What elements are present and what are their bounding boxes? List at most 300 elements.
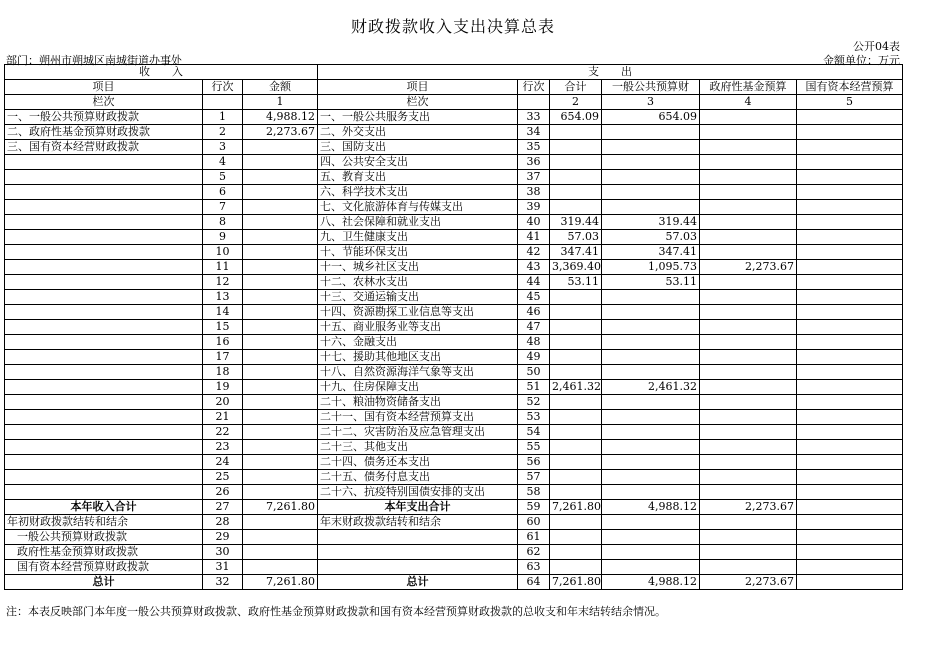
income-item-cell [5,485,203,500]
total-cell: 7,261.80 [550,500,602,515]
income-amount-cell: 7,261.80 [243,500,318,515]
report-title: 财政拨款收入支出决算总表 [350,17,555,36]
expense-item-cell: 二十、粮油物资储备支出 [318,395,518,410]
general-budget-cell [602,470,700,485]
income-amount-cell: 7,261.80 [243,575,318,590]
table-row [5,530,903,545]
general-budget-cell: 2,461.32 [602,380,700,395]
gov-fund-cell [700,275,797,290]
expense-item-cell: 年末财政拨款结转和结余 [318,515,518,530]
expense-item-cell [318,560,518,575]
total-cell: 3,369.40 [550,260,602,275]
gov-fund-cell: 2,273.67 [700,500,797,515]
general-budget-cell [602,425,700,440]
state-capital-cell [797,380,903,395]
expense-row-no-cell: 41 [518,230,550,245]
state-capital-cell [797,425,903,440]
unit-label: 金额单位：万元 [823,54,900,67]
gov-fund-cell [700,215,797,230]
expense-item-cell: 二十三、其他支出 [318,440,518,455]
income-amount-cell [243,440,318,455]
income-row-no-cell: 8 [203,215,243,230]
income-row-no-cell: 16 [203,335,243,350]
gov-fund-cell [700,125,797,140]
general-budget-cell [602,140,700,155]
expense-row-no-cell: 46 [518,305,550,320]
income-item-cell: 年初财政拨款结转和结余 [5,515,203,530]
expense-item-cell: 十九、住房保障支出 [318,380,518,395]
gov-fund-cell [700,185,797,200]
income-amount-cell [243,350,318,365]
header-row-sections [5,65,903,80]
income-item-cell [5,350,203,365]
general-budget-cell [602,440,700,455]
col-index-3: 3 [602,95,700,110]
table-row [5,455,903,470]
income-item-cell [5,275,203,290]
expense-item-cell: 总计 [318,575,518,590]
table-row [5,290,903,305]
table-row [5,380,903,395]
expense-item-cell: 一、一般公共服务支出 [318,110,518,125]
income-amount-cell [243,395,318,410]
gov-fund-cell [700,320,797,335]
state-capital-cell [797,245,903,260]
income-amount-cell [243,410,318,425]
table-row [5,515,903,530]
table-row [5,215,903,230]
expense-row-no-cell: 61 [518,530,550,545]
table-row [5,440,903,455]
income-item-cell [5,155,203,170]
total-cell [550,365,602,380]
income-row-no-cell: 13 [203,290,243,305]
expense-row-no-cell: 33 [518,110,550,125]
total-cell [550,485,602,500]
total-cell [550,290,602,305]
gov-fund-cell [700,455,797,470]
state-capital-cell [797,515,903,530]
table-row [5,155,903,170]
expense-row-no-cell: 49 [518,350,550,365]
gov-fund-cell [700,485,797,500]
gov-fund-cell: 2,273.67 [700,575,797,590]
income-row-no-cell: 27 [203,500,243,515]
table-row [5,305,903,320]
state-capital-cell [797,230,903,245]
expense-row-no-cell: 52 [518,395,550,410]
col-index-4: 4 [700,95,797,110]
gov-fund-cell [700,365,797,380]
total-cell [550,335,602,350]
total-cell: 7,261.80 [550,575,602,590]
expense-row-no-cell: 56 [518,455,550,470]
income-item-cell [5,200,203,215]
expense-row-no-cell: 44 [518,275,550,290]
expense-row-no-cell: 45 [518,290,550,305]
table-row [5,575,903,590]
total-cell: 347.41 [550,245,602,260]
income-item-cell [5,215,203,230]
expense-row-no-cell: 59 [518,500,550,515]
general-budget-cell: 654.09 [602,110,700,125]
expense-item-cell: 十三、交通运输支出 [318,290,518,305]
general-budget-cell [602,125,700,140]
income-row-no-cell: 1 [203,110,243,125]
income-column-label: 栏次 [5,95,203,110]
general-budget-cell [602,560,700,575]
income-row-no-cell: 17 [203,350,243,365]
general-budget-cell [602,545,700,560]
state-capital-cell [797,455,903,470]
income-item-cell [5,245,203,260]
state-capital-cell [797,170,903,185]
total-cell [550,470,602,485]
total-cell [550,530,602,545]
expense-item-cell: 十五、商业服务业等支出 [318,320,518,335]
state-capital-cell [797,335,903,350]
total-cell: 57.03 [550,230,602,245]
total-cell [550,395,602,410]
total-cell [550,125,602,140]
expense-row-no-cell: 38 [518,185,550,200]
income-item-cell [5,335,203,350]
income-row-no-cell: 2 [203,125,243,140]
total-cell: 654.09 [550,110,602,125]
gov-fund-cell [700,545,797,560]
income-row-no-cell: 5 [203,170,243,185]
col-index-1: 1 [243,95,318,110]
table-row [5,320,903,335]
general-budget-cell: 1,095.73 [602,260,700,275]
income-item-cell [5,395,203,410]
income-item-cell [5,425,203,440]
state-capital-cell [797,470,903,485]
general-budget-cell: 53.11 [602,275,700,290]
state-capital-cell [797,155,903,170]
gov-fund-cell [700,515,797,530]
state-capital-cell [797,485,903,500]
income-row-no-cell: 10 [203,245,243,260]
income-row-no-cell: 29 [203,530,243,545]
income-amount-cell [243,380,318,395]
income-row-no-cell: 25 [203,470,243,485]
income-item-cell [5,185,203,200]
income-row-no-cell: 24 [203,455,243,470]
expense-row-no-cell: 50 [518,365,550,380]
total-cell: 53.11 [550,275,602,290]
expense-item-cell: 五、教育支出 [318,170,518,185]
expense-item-cell: 二十四、债务还本支出 [318,455,518,470]
expense-item-cell: 十二、农林水支出 [318,275,518,290]
general-budget-cell [602,350,700,365]
general-budget-cell: 57.03 [602,230,700,245]
expense-row-no-cell: 34 [518,125,550,140]
table-row [5,410,903,425]
expense-section-header: 支 出 [318,65,903,80]
col-total: 合计 [550,80,602,95]
income-row-no-cell: 9 [203,230,243,245]
expense-item-cell: 八、社会保障和就业支出 [318,215,518,230]
income-row-no-cell: 23 [203,440,243,455]
income-item-cell [5,455,203,470]
gov-fund-cell [700,410,797,425]
table-row [5,185,903,200]
income-amount-cell [243,365,318,380]
department-label: 部门：朔州市朔城区南城街道办事处 [6,54,182,67]
state-capital-cell [797,365,903,380]
total-cell [550,305,602,320]
income-amount-cell [243,170,318,185]
income-row-no-cell: 4 [203,155,243,170]
expense-row-no-cell: 39 [518,200,550,215]
expense-item-cell: 十七、援助其他地区支出 [318,350,518,365]
table-row [5,500,903,515]
table-row [5,425,903,440]
table-row [5,260,903,275]
table-row [5,125,903,140]
col-income-amount: 金额 [243,80,318,95]
income-amount-cell [243,470,318,485]
expense-item-cell: 十八、自然资源海洋气象等支出 [318,365,518,380]
table-row [5,470,903,485]
total-cell [550,410,602,425]
expense-row-no-cell: 40 [518,215,550,230]
col-gov-fund: 政府性基金预算 [700,80,797,95]
income-amount-cell [243,335,318,350]
income-amount-cell [243,290,318,305]
header-row-columns [5,80,903,95]
state-capital-cell [797,275,903,290]
state-capital-cell [797,545,903,560]
total-cell [550,320,602,335]
state-capital-cell [797,110,903,125]
general-budget-cell [602,530,700,545]
total-cell: 319.44 [550,215,602,230]
expense-row-no-cell: 60 [518,515,550,530]
general-budget-cell [602,320,700,335]
general-budget-cell: 4,988.12 [602,500,700,515]
total-cell [550,155,602,170]
expense-row-no-cell: 48 [518,335,550,350]
state-capital-cell [797,215,903,230]
income-amount-cell: 2,273.67 [243,125,318,140]
expense-row-no-cell: 51 [518,380,550,395]
state-capital-cell [797,200,903,215]
state-capital-cell [797,185,903,200]
income-item-cell: 本年收入合计 [5,500,203,515]
income-amount-cell [243,260,318,275]
income-row-no-cell: 12 [203,275,243,290]
col-income-row-no: 行次 [203,80,243,95]
income-item-cell [5,365,203,380]
gov-fund-cell [700,305,797,320]
income-item-cell [5,320,203,335]
table-row [5,560,903,575]
income-item-cell: 政府性基金预算财政拨款 [5,545,203,560]
table-row [5,365,903,380]
income-row-no-cell: 11 [203,260,243,275]
gov-fund-cell [700,290,797,305]
expense-row-no-cell: 62 [518,545,550,560]
expense-item-cell: 二、外交支出 [318,125,518,140]
expense-item-cell: 二十五、债务付息支出 [318,470,518,485]
expense-item-cell: 十、节能环保支出 [318,245,518,260]
general-budget-cell: 319.44 [602,215,700,230]
gov-fund-cell [700,110,797,125]
income-item-cell: 总计 [5,575,203,590]
table-row [5,335,903,350]
total-cell [550,425,602,440]
income-amount-cell [243,515,318,530]
income-amount-cell [243,320,318,335]
table-row [5,230,903,245]
table-body [5,110,903,590]
expense-row-no-cell: 63 [518,560,550,575]
general-budget-cell [602,290,700,305]
table-row [5,545,903,560]
expense-item-cell: 十四、资源勘探工业信息等支出 [318,305,518,320]
table-row [5,110,903,125]
income-row-no-cell: 14 [203,305,243,320]
income-row-no-cell: 18 [203,365,243,380]
table-row [5,200,903,215]
income-item-cell [5,260,203,275]
income-row-no-cell: 28 [203,515,243,530]
expense-row-no-cell: 57 [518,470,550,485]
col-state-capital: 国有资本经营预算 [797,80,903,95]
income-row-no-cell: 22 [203,425,243,440]
income-item-cell [5,380,203,395]
table-row [5,140,903,155]
income-row-no-cell: 7 [203,200,243,215]
expense-row-no-cell: 36 [518,155,550,170]
general-budget-cell [602,515,700,530]
col-income-item: 项目 [5,80,203,95]
expense-row-no-cell: 43 [518,260,550,275]
gov-fund-cell [700,245,797,260]
general-budget-cell [602,155,700,170]
income-row-no-cell: 30 [203,545,243,560]
gov-fund-cell [700,230,797,245]
income-row-no-cell: 6 [203,185,243,200]
gov-fund-cell [700,470,797,485]
footnote: 注：本表反映部门本年度一般公共预算财政拨款、政府性基金预算财政拨款和国有资本经营预算财政拨款的总收支和年末结转结余情况。 [6,605,666,618]
income-item-cell [5,410,203,425]
col-general-budget: 一般公共预算财 [602,80,700,95]
general-budget-cell: 4,988.12 [602,575,700,590]
income-amount-cell [243,140,318,155]
budget-table [4,64,903,590]
col-index-2: 2 [550,95,602,110]
income-amount-cell [243,245,318,260]
expense-row-no-cell: 35 [518,140,550,155]
income-amount-cell [243,200,318,215]
gov-fund-cell [700,395,797,410]
income-item-cell: 一、一般公共预算财政拨款 [5,110,203,125]
total-cell [550,545,602,560]
expense-item-cell [318,530,518,545]
income-amount-cell [243,560,318,575]
empty-cell [518,95,550,110]
state-capital-cell [797,440,903,455]
income-item-cell [5,440,203,455]
income-amount-cell [243,485,318,500]
total-cell [550,170,602,185]
table-row [5,275,903,290]
expense-row-no-cell: 42 [518,245,550,260]
expense-item-cell: 四、公共安全支出 [318,155,518,170]
gov-fund-cell [700,140,797,155]
income-amount-cell [243,230,318,245]
income-row-no-cell: 20 [203,395,243,410]
income-amount-cell [243,215,318,230]
expense-item-cell: 二十六、抗疫特别国债安排的支出 [318,485,518,500]
table-row [5,395,903,410]
state-capital-cell [797,290,903,305]
state-capital-cell [797,140,903,155]
col-expense-item: 项目 [318,80,518,95]
expense-row-no-cell: 53 [518,410,550,425]
general-budget-cell [602,335,700,350]
income-item-cell: 一般公共预算财政拨款 [5,530,203,545]
total-cell [550,140,602,155]
expense-row-no-cell: 58 [518,485,550,500]
general-budget-cell [602,395,700,410]
expense-item-cell: 二十一、国有资本经营预算支出 [318,410,518,425]
general-budget-cell [602,305,700,320]
table-row [5,485,903,500]
income-row-no-cell: 19 [203,380,243,395]
income-row-no-cell: 31 [203,560,243,575]
gov-fund-cell [700,200,797,215]
state-capital-cell [797,560,903,575]
state-capital-cell [797,350,903,365]
expense-item-cell: 九、卫生健康支出 [318,230,518,245]
income-item-cell [5,290,203,305]
empty-cell [203,95,243,110]
income-amount-cell [243,425,318,440]
general-budget-cell [602,455,700,470]
expense-item-cell: 三、国防支出 [318,140,518,155]
expense-row-no-cell: 64 [518,575,550,590]
income-item-cell [5,470,203,485]
state-capital-cell [797,320,903,335]
income-row-no-cell: 15 [203,320,243,335]
gov-fund-cell [700,440,797,455]
income-row-no-cell: 32 [203,575,243,590]
state-capital-cell [797,410,903,425]
gov-fund-cell [700,425,797,440]
income-row-no-cell: 21 [203,410,243,425]
expense-row-no-cell: 55 [518,440,550,455]
col-index-5: 5 [797,95,903,110]
gov-fund-cell [700,350,797,365]
gov-fund-cell [700,155,797,170]
table-row [5,245,903,260]
state-capital-cell [797,125,903,140]
income-item-cell [5,305,203,320]
expense-item-cell: 十一、城乡社区支出 [318,260,518,275]
gov-fund-cell [700,335,797,350]
gov-fund-cell [700,380,797,395]
general-budget-cell [602,185,700,200]
state-capital-cell [797,260,903,275]
total-cell: 2,461.32 [550,380,602,395]
income-amount-cell [243,155,318,170]
income-row-no-cell: 26 [203,485,243,500]
state-capital-cell [797,530,903,545]
